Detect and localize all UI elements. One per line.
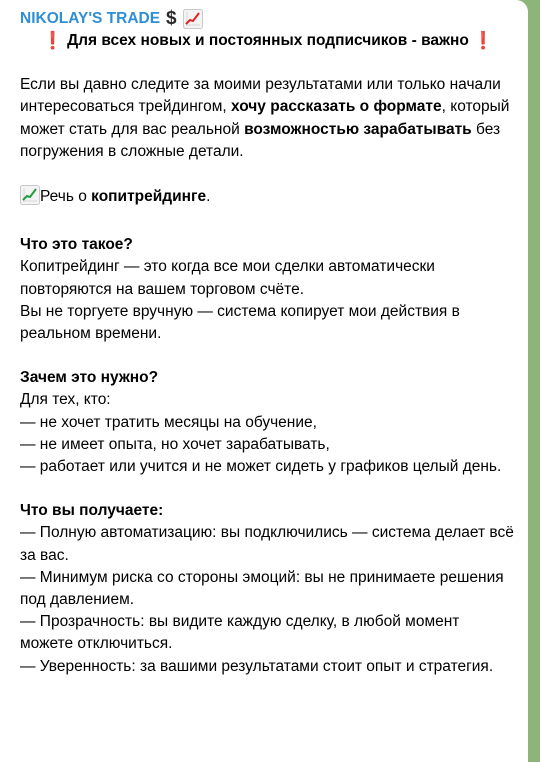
dollar-icon: $ [166, 8, 177, 29]
list-item: — Минимум риска со стороны эмоций: вы не принимаете решения под давлением. [20, 568, 504, 609]
exclamation-icon: ❗ [41, 31, 64, 50]
sender-name[interactable]: NIKOLAY'S TRADE [20, 10, 161, 27]
section-text: Вы не торгуете вручную — система копирует мои действия в реальном времени. [20, 302, 460, 343]
topic-line: Речь о копитрейдинге. [20, 185, 516, 212]
message-sender [20, 8, 516, 30]
list-item: Для тех, кто: [20, 391, 111, 409]
exclamation-icon: ❗ [472, 31, 495, 50]
list-item: — не хочет тратить месяцы на обучение, [20, 413, 317, 431]
section-text: Копитрейдинг — это когда все мои сделки автоматически повторяются на вашем торговом счёте. [20, 258, 435, 298]
section-title: Что вы получаете: [20, 502, 164, 520]
post-headline [20, 30, 516, 52]
list-item: — Прозрачность: вы видите каждую сделку, в любой момент можете отключиться. [20, 613, 460, 653]
list-item: — Уверенность: за вашими результатами стоит опыт и стратегия. [20, 657, 494, 675]
section-title: Зачем это нужно? [20, 369, 159, 387]
section-title: Что это такое? [20, 236, 133, 254]
headline-text: Для всех новых и постоянных подписчиков - важно [67, 32, 469, 49]
chart-increasing-icon [20, 185, 40, 212]
list-item: — работает или учится и не может сидеть у графиков целый день. [20, 458, 502, 476]
list-item: — не имеет опыта, но хочет зарабатывать, [20, 435, 330, 453]
intro-paragraph: Если вы давно следите за моими результатами или только начали интересоваться трейдингом, хочу рассказать о формате, который может стать для вас реальной возможностью зарабатывать без погружения в сложные детали. [20, 76, 510, 160]
list-item: — Полную автоматизацию: вы подключились — система делает всё за вас. [20, 524, 514, 564]
chart-increasing-icon [183, 9, 203, 29]
